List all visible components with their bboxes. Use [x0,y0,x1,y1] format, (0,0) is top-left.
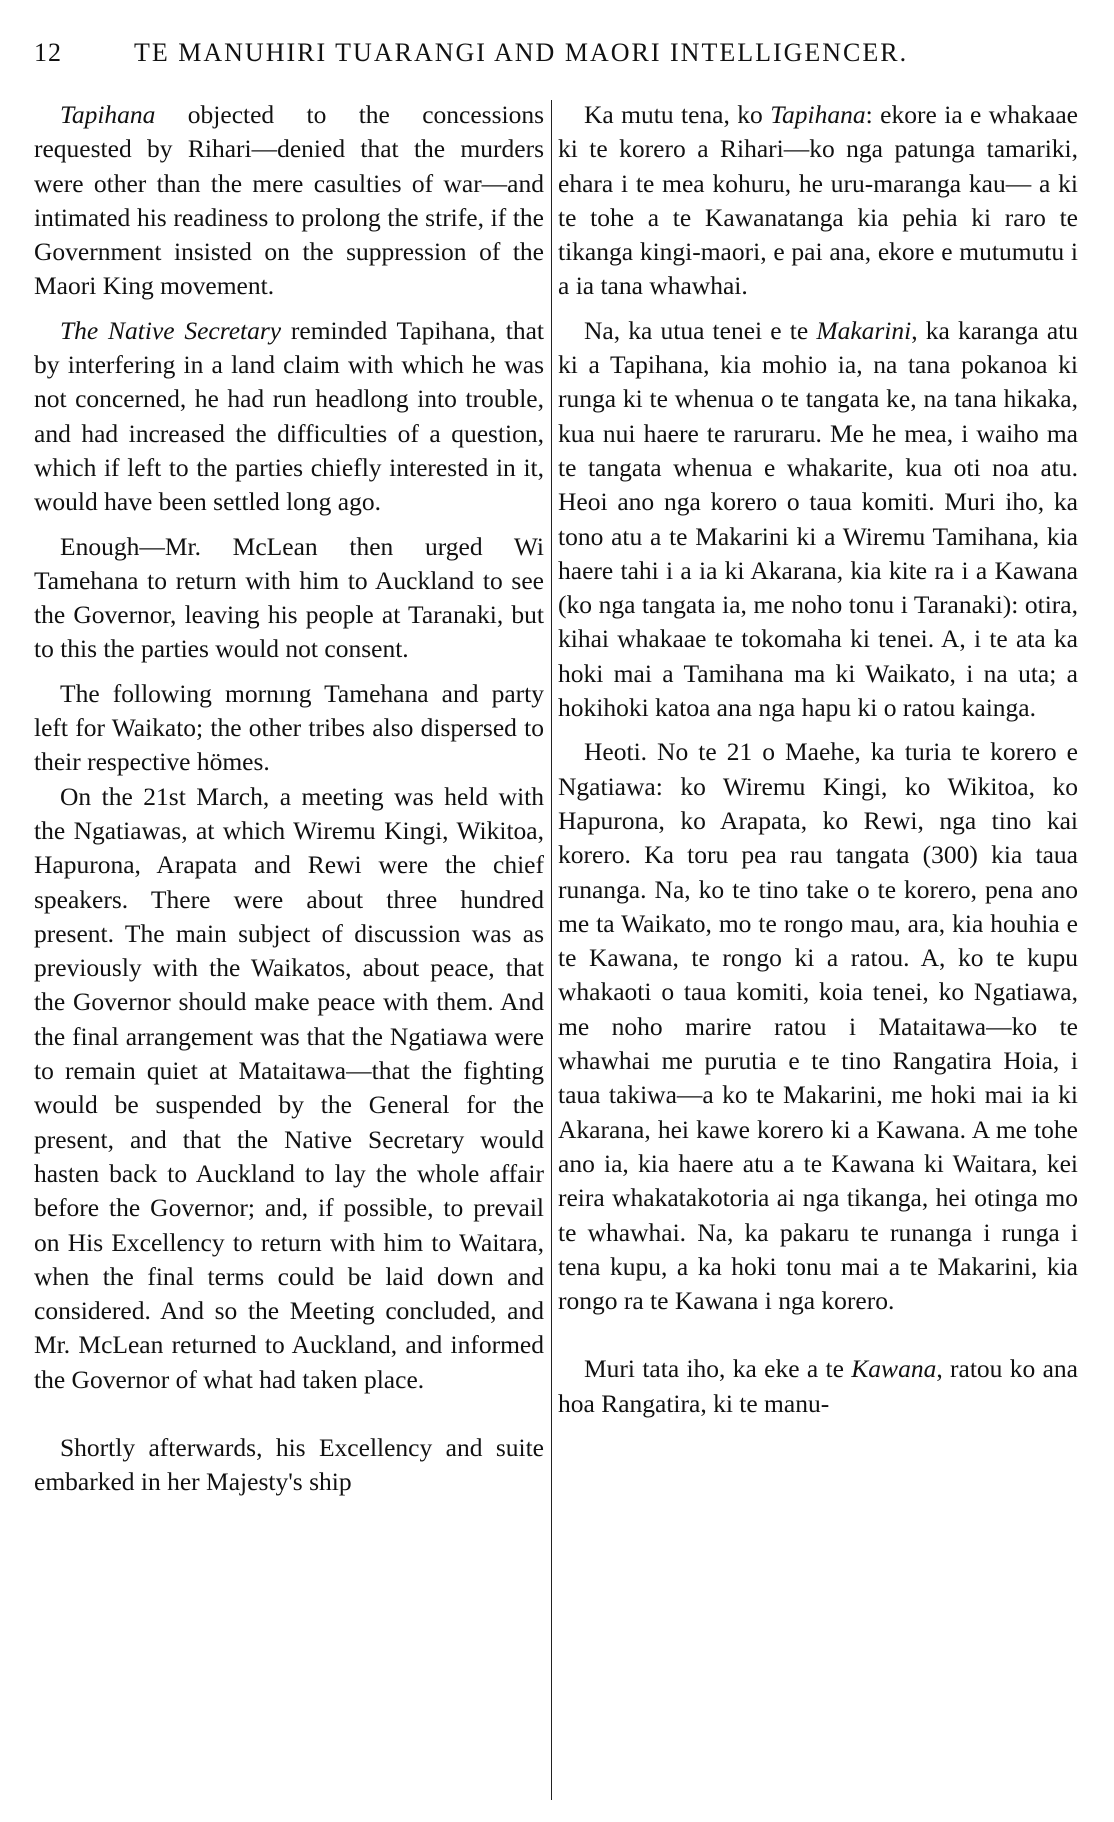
english-column [34,98,544,1500]
maori-paragraph-4 [558,1352,1078,1421]
page-number: 12 [34,38,62,67]
maori-paragraph-4-text: , ratou ko ana hoa Rangatira, ki te manu- [558,1354,1078,1418]
english-paragraph-6: Shortly afterwards, his Excellency and suite embarked in her Majesty's ship [34,1432,544,1497]
english-paragraph-3: Enough—Mr. McLean then urged Wi Tamehana to return with him to Auckland to see the Governor, leaving his people at Taranaki, but to this the parties would not consent. [34,531,544,664]
title-native-secretary: The Native Secretary [60,315,282,345]
name-kawana: Kawana [851,1354,937,1384]
maori-paragraph-2 [558,314,1078,726]
english-paragraph-1-text: objected to the concessions requested by Rihari—denied that the murders were other than the mere casulties of war—and intimated his readiness to prolong the strife, if the Government insisted on the suppression of the Maori King movement. [34,100,544,301]
maori-paragraph-2-text: , ka karanga atu ki a Tapihana, kia mohio ia, na tana pokanoa ki runga ki te whenua o te tangata ke, na tana hikaka, kua nui haere te raruraru. Me he mea, i waiho ma te tangata whenua e whakarite, kua oti noa atu. Heoi ano nga korero o taua komiti. Muri iho, ka tono atu a te Makarini ki a Wiremu Tamihana, kia haere tahi i a ia ki Akarana, kia kite ra i a Kawana (ko nga tangata ia, me noho tonu i Taranaki): otira, kihai whakaae te tokomaha ki tenei. A, i te ata ka hoki mai a Tamihana ma ki Waikato, i na uta; a hokihoki katoa ana nga hapu ki o ratou kainga. [558,315,1079,723]
english-paragraph-5: On the 21st March, a meeting was held with the Ngatiawas, at which Wiremu Kingi, Wikitoa, Hapurona, Arapata and Rewi were the chief speakers. There were about three hundred present. The main subject of discussion was as previously with the Waikatos, about peace, that the Governor should make peace with them. And the final arrangement was that the Ngatiawa were to remain quiet at Mataitawa—that the fighting would be suspended by the General for the present, and that the Native Secretary would hasten back to Auckland to lay the whole affair before the Governor; and, if possible, to prevail on His Excellency to return with him to Waitara, when the final terms could be laid down and considered. And so the Meeting concluded, and Mr. McLean returned to Auckland, and informed the Governor of what had taken place. [34,781,544,1394]
maori-paragraph-1-text: : ekore ia e whakaae ki te korero a Rihari—ko nga patunga tamariki, ehara i te mea kohuru, he uru-maranga kau— a ki te tohe a te Kawanatanga kia pehia ki raro te tikanga kingi-maori, e pai ana, ekore e mutumutu i a ia tana whawhai. [558,100,1078,301]
maori-paragraph-1 [558,98,1078,304]
running-title: TE MANUHIRI TUARANGI AND MAORI INTELLIGENCER. [134,38,909,67]
name-tapihana-maori: Tapihana [770,100,866,129]
english-paragraph-2 [34,314,544,520]
maori-paragraph-4-lead: Muri tata iho, ka eke a te [584,1354,852,1384]
maori-paragraph-1-lead: Ka mutu tena, ko [584,100,771,129]
name-makarini: Makarini [816,315,912,345]
name-tapihana: Tapihana [60,100,156,129]
english-paragraph-2-text: reminded Tapihana, that by interfering in a land claim with which he was not concerned, he had run headlong into trouble, and had increased the difficulties of a question, which if left to the parties chiefly interested in it, would have been settled long ago. [34,315,544,517]
maori-column [558,98,1078,1421]
english-paragraph-1 [34,98,544,304]
column-divider [551,100,552,1800]
maori-paragraph-2-lead: Na, ka utua tenei e te [584,315,817,345]
page-header [34,38,994,78]
english-paragraph-4: The following mornıng Tamehana and party left for Waikato; the other tribes also dispersed to their respective hömes. [34,678,544,777]
maori-paragraph-3: Heoti. No te 21 o Maehe, ka turia te korero e Ngatiawa: ko Wiremu Kingi, ko Wikitoa, ko Hapurona, ko Arapata, ko Rewi, nga tino kai korero. Ka toru pea rau tangata (300) kia taua runanga. Na, ko te tino take o te korero, pena ano me ta Waikato, mo te rongo mau, ara, kia houhia e te Kawana, te rongo ki a ratou. A, ko te kupu whakaoti o taua komiti, koia tenei, ko Ngatiawa, me noho marire ratou i Mataitawa—ko te whawhai me purutia e te tino Rangatira Hoia, i taua takiwa—a ko te Makarini, me hoki mai ia ki Akarana, hei kawe korero ki a Kawana. A me tohe ano ia, kia haere atu a te Kawana ki Waitara, kei reira whakatakotoria ai nga tikanga, hei otinga mo te whawhai. Na, ka pakaru te runanga i runga i tena kupu, a ka hoki tonu mai a te Makarini, kia rongo ra te Kawana i nga korero. [558,737,1078,1316]
